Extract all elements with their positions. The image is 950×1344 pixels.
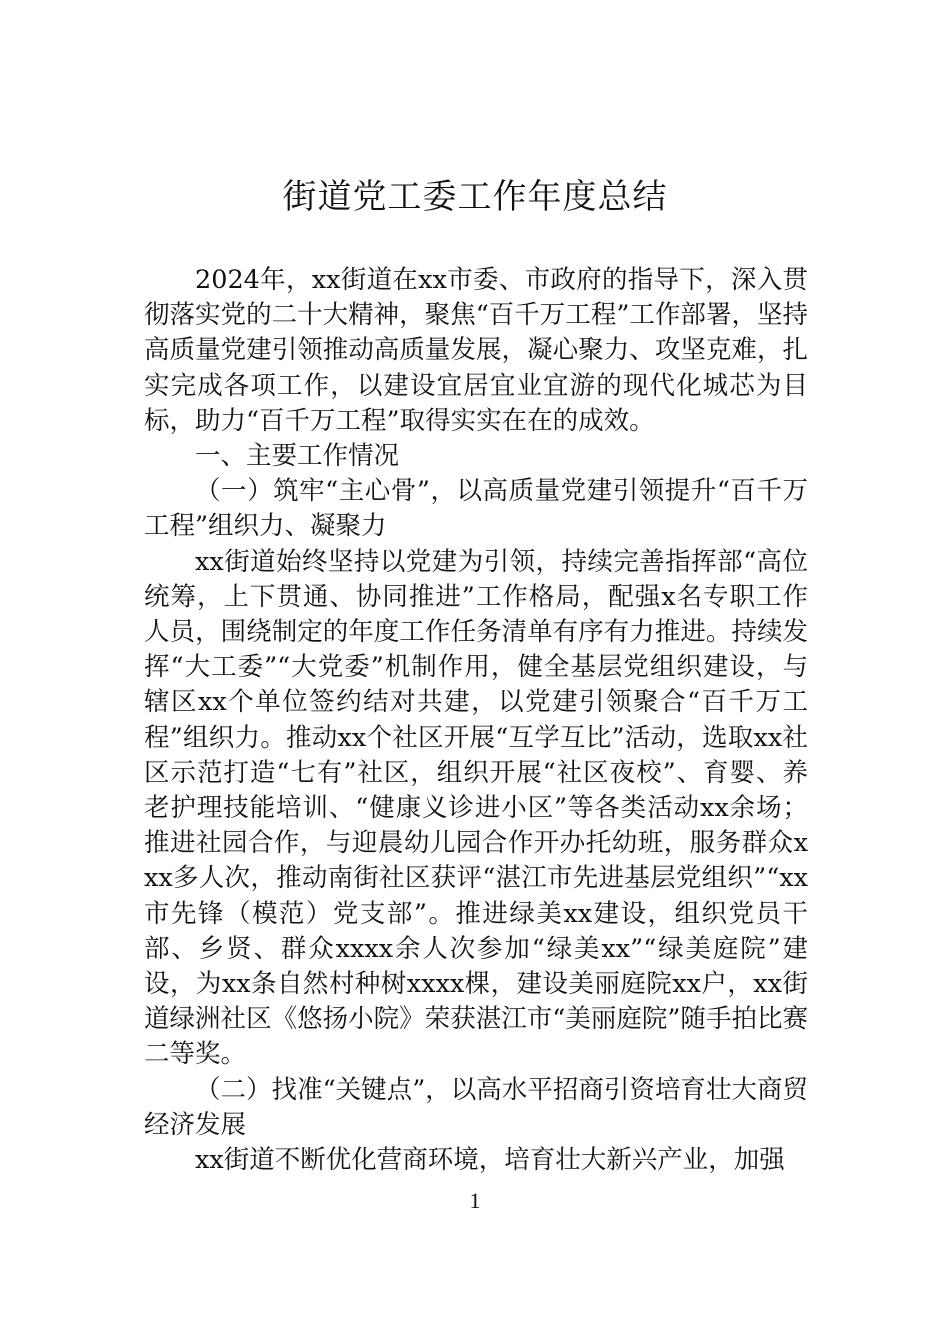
document-title: 街道党工委工作年度总结 — [282, 177, 668, 217]
subsection-heading-1: （一）筑牢“主心骨”，以高质量党建引领提升“百千万工程”组织力、凝聚力 — [144, 476, 808, 542]
paragraph-business-environment: xx街道不断优化营商环境，培育壮大新兴产业，加强 — [195, 1145, 785, 1176]
page-number: 1 — [469, 1188, 481, 1213]
paragraph-intro: 2024年，xx街道在xx市委、市政府的指导下，深入贯彻落实党的二十大精神，聚焦“百千万工程”工作部署，坚持高质量党建引领推动高质量发展，凝心聚力、攻坚克难，扎实完成各项工作，以建设宜居宜业宜游的现代化城芯为目标，助力“百千万工程”取得实实在在的成效。 — [144, 265, 808, 436]
subsection-heading-2: （二）找准“关键点”，以高水平招商引资培育壮大商贸经济发展 — [144, 1074, 808, 1140]
paragraph-party-building: xx街道始终坚持以党建为引领，持续完善指挥部“高位统筹，上下贯通、协同推进”工作格局，配强x名专职工作人员，围绕制定的年度工作任务清单有序有力推进。持续发挥“大工委”“大党委”机制作用，健全基层党组织建设，与辖区xx个单位签约结对共建，以党建引领聚合“百千万工程”组织力。推动xx个社区开展“互学互比”活动，选取xx社区示范打造“七有”社区，组织开展“社区夜校”、育婴、养老护理技能培训、“健康义诊进小区”等各类活动xx余场；推进社园合作，与迎晨幼儿园合作开办托幼班，服务群众xxx多人次，推动南街社区获评“湛江市先进基层党组织”“xx市先锋（模范）党支部”。推进绿美xx建设，组织党员干部、乡贤、群众xxxx余人次参加“绿美xx”“绿美庭院”建设，为xx条自然村种树xxxx棵，建设美丽庭院xx户，xx街道绿洲社区《悠扬小院》荣获湛江市“美丽庭院”随手拍比赛二等奖。 — [144, 546, 808, 1070]
section-heading-main-work: 一、主要工作情况 — [195, 441, 400, 472]
document-body — [144, 263, 808, 1178]
